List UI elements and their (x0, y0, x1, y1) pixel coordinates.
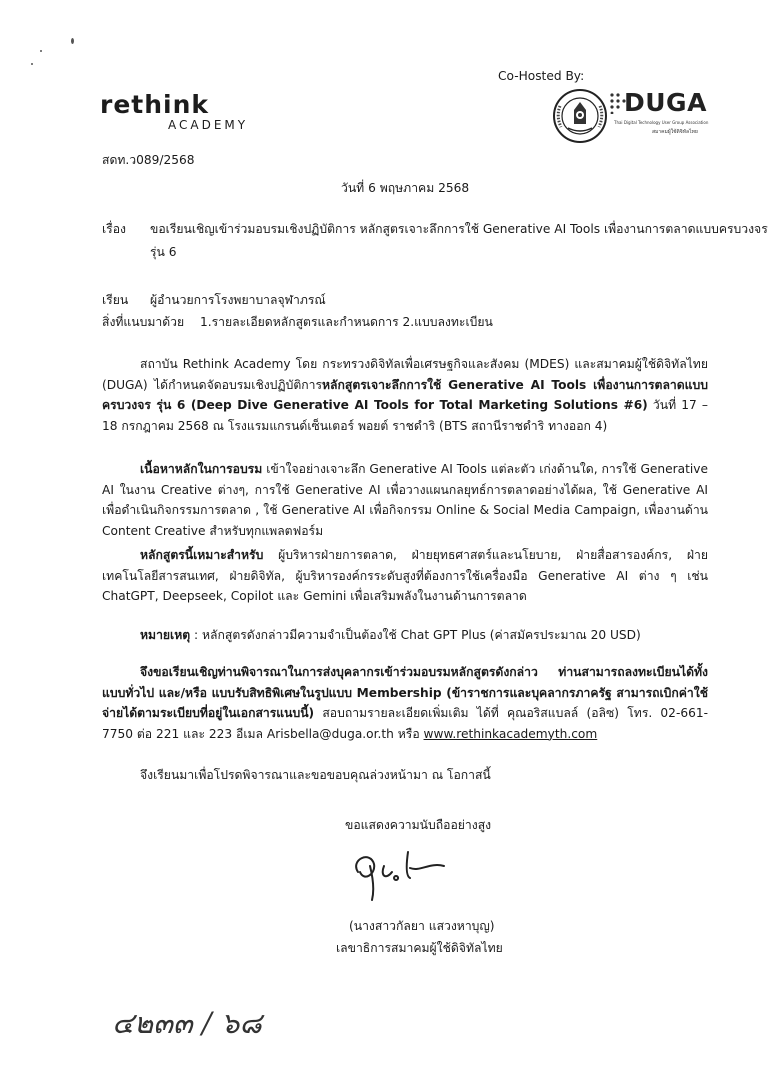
cohosted-label: Co-Hosted By: (498, 69, 585, 83)
signer-title: เลขาธิการสมาคมผู้ใช้ดิจิทัลไทย (336, 941, 503, 955)
reference-number: สดท.ว089/2568 (102, 153, 195, 167)
recipient-value: ผู้อำนวยการโรงพยาบาลจุฬาภรณ์ (150, 293, 326, 307)
recipient-label: เรียน (102, 293, 129, 307)
handwritten-receipt-number: ๔๒๓๓ / ๖๘ (112, 1006, 262, 1040)
document-date: วันที่ 6 พฤษภาคม 2568 (341, 181, 470, 195)
duga-logo-sub-en: Thai Digital Technology User Group Association (614, 120, 709, 125)
subject-line-1: ขอเรียนเชิญเข้าร่วมอบรมเชิงปฏิบัติการ หลักสูตรเจาะลึกการใช้ Generative AI Tools เพื่องานการตลาดแบบครบวงจร (150, 222, 768, 236)
intro-text: สถาบัน Rethink Academy โดย กระทรวงดิจิทัลเพื่อเศรษฐกิจและสังคม (MDES) และสมาคมผู้ใช้ดิจิทัลไทย (DUGA) ได้กำหนดจัดอบรมเชิงปฏิบัติการ (102, 357, 708, 392)
rethink-academy-logo (100, 90, 249, 135)
rethink-logo-text: rethink (100, 90, 210, 119)
note-paragraph (102, 625, 708, 646)
note-heading: หมายเหตุ (140, 628, 191, 642)
duga-logo-sub-th: สมาคมผู้ใช้ดิจิทัลไทย (652, 129, 698, 135)
signer-name: (นางสาวกัลยา แสวงหาบุญ) (349, 919, 495, 933)
intro-schedule-text: วันที่ 17 – 18 กรกฎาคม 2568 ณ โรงแรมแกรนด์เซ็นเตอร์ พอยต์ ราชดำริ (BTS สถานีราชดำริ ทางออก 4) (102, 398, 708, 433)
academy-logo-text: ACADEMY (168, 118, 249, 132)
regards-text: ขอแสดงความนับถืออย่างสูง (345, 818, 492, 832)
content-paragraph (102, 459, 708, 541)
content-heading: เนื้อหาหลักในการอบรม (140, 462, 263, 476)
invitation-paragraph (102, 662, 708, 744)
duga-logo-text: DUGA (624, 88, 707, 117)
signature (344, 842, 454, 902)
subject-label: เรื่อง (102, 222, 126, 236)
content-text: เข้าใจอย่างเจาะลึก Generative AI Tools แต่ละตัว เก่งด้านใด, การใช้ Generative AI ในงาน Creative ต่างๆ, การใช้ Generative AI เพื่อวางแผนกลยุทธ์การตลาดอย่างได้ผล, ใช้ Generative AI เพื่อดำเนินกิจกรรมการตลาด , ใช้ Generative AI เพื่อกิจกรรม Online & Social Media Campaign, เพื่องานด้าน Content Creative สำหรับทุกแพลตฟอร์ม (102, 462, 708, 538)
duga-logo (608, 90, 708, 140)
scan-speck (40, 50, 42, 52)
scan-speck (31, 63, 33, 65)
invitation-bold-text: จึงขอเรียนเชิญท่านพิจารณาในการส่งบุคลากรเข้าร่วมอบรมหลักสูตรดังกล่าว ท่านสามารถลงทะเบียนได้ทั้งแบบทั่วไป และ/หรือ แบบรับสิทธิพิเศษในรูปแบบ Membership (ข้าราชการและบุคลากรภาครัฐ สามารถเบิกค่าใช้จ่ายได้ตามระเบียบที่อยู่ในเอกสารแนบนี้) (102, 665, 708, 720)
subject-line-2: รุ่น 6 (150, 245, 177, 259)
mdes-seal-logo (552, 88, 608, 144)
closing-text: จึงเรียนมาเพื่อโปรดพิจารณาและขอขอบคุณล่วงหน้ามา ณ โอกาสนี้ (140, 768, 491, 782)
audience-paragraph (102, 545, 708, 607)
website-link[interactable]: www.rethinkacademyth.com (423, 726, 598, 741)
note-text: : หลักสูตรดังกล่าวมีความจำเป็นต้องใช้ Chat GPT Plus (ค่าสมัครประมาณ 20 USD) (190, 628, 641, 642)
contact-text: สอบถามรายละเอียดเพิ่มเติม ได้ที่ คุณอริสแบลล์ (อลิซ) โทร. 02-661-7750 ต่อ 221 และ 223 อีเมล Arisbella@duga.or.th หรือ (102, 706, 708, 741)
intro-paragraph (102, 354, 708, 436)
audience-text: ผู้บริหารฝ่ายการตลาด, ฝ่ายยุทธศาสตร์และนโยบาย, ฝ่ายสื่อสารองค์กร, ฝ่ายเทคโนโลยีสารสนเทศ, ฝ่ายดิจิทัล, ผู้บริหารองค์กรระดับสูงที่ต้องการใช้เครื่องมือ Generative AI ต่าง ๆ เช่น ChatGPT, Deepseek, Copilot และ Gemini เพื่อเสริมพลังในงานด้านการตลาด (102, 548, 708, 603)
closing-paragraph (102, 765, 708, 786)
course-title-bold: หลักสูตรเจาะลึกการใช้ Generative AI Tools เพื่องานการตลาดแบบครบวงจร รุ่น 6 (Deep Dive Generative AI Tools for Total Marketing Solutions #6) (102, 377, 708, 412)
audience-heading: หลักสูตรนี้เหมาะสำหรับ (140, 548, 264, 562)
enclosure-value: 1.รายละเอียดหลักสูตรและกำหนดการ 2.แบบลงทะเบียน (200, 315, 493, 329)
scan-speck (71, 38, 74, 44)
enclosure-label: สิ่งที่แนบมาด้วย (102, 315, 185, 329)
